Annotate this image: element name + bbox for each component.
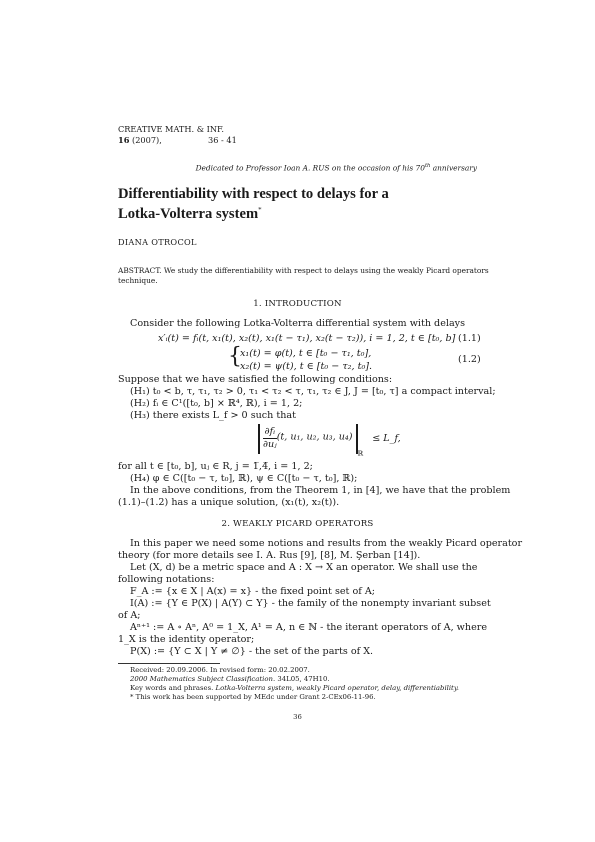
footnote-keywords-label: Key words and phrases.	[130, 684, 214, 692]
hypothesis-h4: (H₄) φ ∈ C([t₀ − τ, t₀], ℝ), ψ ∈ C([t₀ − τ, t₀], ℝ);	[130, 473, 358, 484]
footnote-keywords	[130, 684, 459, 693]
dedication-sup: th	[424, 163, 431, 169]
equation-1-2-number: (1.2)	[458, 354, 481, 365]
hypothesis-h3: (H₃) there exists L_f > 0 such that	[130, 410, 297, 421]
norm-subscript: ℝ	[357, 449, 364, 458]
hypothesis-h1: (H₁) t₀ < b, τ, τ₁, τ₂ > 0, τ₁ < τ₂ < τ, τ₁, τ₂ ∈ J, J = [t₀, τ] a compact interval;	[130, 386, 496, 397]
equation-1-2-b: x₂(t) = ψ(t), t ∈ [t₀ − τ₂, t₀].	[240, 361, 373, 372]
section-heading-introduction: 1. INTRODUCTION	[253, 299, 342, 309]
notation-invariant-subsets-1: I(A) := {Y ∈ P(X) | A(Y) ⊂ Y} - the family of the nonempty invariant subset	[130, 598, 491, 609]
dedication-end: anniversary	[430, 163, 477, 173]
notation-parts: P(X) := {Y ⊂ X | Y ≠ ∅} - the set of the parts of X.	[130, 646, 374, 657]
section2-para1-line2: theory (for more details see I. A. Rus [9], [8], M. Şerban [14]).	[118, 550, 421, 561]
inequality-rhs: ≤ L_f,	[372, 433, 401, 444]
section2-para1-line1: In this paper we need some notions and results from the weakly Picard operator	[130, 538, 523, 549]
equation-1-1: x′ᵢ(t) = fᵢ(t, x₁(t), x₂(t), x₁(t − τ₁), x₂(t − τ₂)), i = 1, 2, t ∈ [t₀, b]	[158, 333, 456, 344]
journal-pages: 36 - 41	[208, 135, 237, 145]
section-heading-weakly-picard: 2. WEAKLY PICARD OPERATORS	[221, 519, 374, 529]
footnote-rule	[118, 663, 220, 664]
hypothesis-h2: (H₂) fᵢ ∈ C¹([t₀, b] × ℝ⁴, ℝ), i = 1, 2;	[130, 398, 303, 409]
abstract-line-1: We study the differentiability with respect to delays using the weakly Picard operators	[163, 266, 489, 275]
journal-name: CREATIVE MATH. & INF.	[118, 124, 225, 134]
norm-bars	[258, 424, 358, 454]
intro-sentence: Consider the following Lotka-Volterra differential system with delays	[130, 318, 466, 329]
title-footnote-mark: *	[258, 206, 262, 214]
notation-iterant-1: Aⁿ⁺¹ := A ∘ Aⁿ, A⁰ = 1_X, A¹ = A, n ∈ ℕ - the iterant operators of A, where	[130, 622, 488, 633]
abstract	[118, 266, 489, 276]
notation-invariant-subsets-2: of A;	[118, 610, 141, 621]
footnote-keywords-list: Lotka-Volterra system, weakly Picard operator, delay, differentiability.	[213, 684, 459, 692]
footnote-support: * This work has been supported by MEdc under Grant 2-CEx06-11-96.	[130, 693, 376, 701]
footnote-msc-codes: 34L05, 47H10.	[275, 675, 330, 683]
footnote-received: Received: 20.09.2006. In revised form: 20.02.2007.	[130, 666, 310, 674]
conclusion-line-2: (1.1)–(1.2) has a unique solution, (x₁(t), x₂(t)).	[118, 497, 340, 508]
journal-year: (2007),	[132, 135, 162, 145]
dedication-text: Dedicated to Professor Ioan A. RUS on the occasion of his 70	[195, 163, 425, 173]
footnote-msc	[130, 675, 330, 684]
partial-derivative-fraction	[263, 426, 277, 451]
notation-iterant-2: 1_X is the identity operator;	[118, 634, 255, 645]
conclusion-line-1: In the above conditions, from the Theorem 1, in [4], we have that the problem	[130, 485, 511, 496]
paper-title-line-2	[118, 202, 262, 222]
left-brace: {	[228, 344, 242, 369]
function-arguments: (t, u₁, u₂, u₃, u₄)	[276, 431, 353, 443]
abstract-label: ABSTRACT.	[118, 266, 162, 275]
journal-volume: 16	[118, 135, 130, 145]
section2-para2-line2: following notations:	[118, 574, 215, 585]
notation-fixed-point-set: F_A := {x ∈ X | A(x) = x} - the fixed point set of A;	[130, 586, 375, 597]
paper-title-line-1: Differentiability with respect to delays for a	[118, 186, 389, 202]
abstract-line-2: technique.	[118, 276, 158, 285]
author-name: DIANA OTROCOL	[118, 237, 197, 247]
journal-volume-line	[118, 135, 162, 145]
equation-1-2-a: x₁(t) = φ(t), t ∈ [t₀ − τ₁, t₀],	[240, 348, 372, 359]
page-number: 36	[293, 713, 302, 721]
paper-title-text-2: Lotka-Volterra system	[118, 205, 259, 222]
lipschitz-inequality	[258, 424, 401, 456]
dedication	[196, 163, 477, 172]
section2-para2-line1: Let (X, d) be a metric space and A : X → X an operator. We shall use the	[130, 562, 478, 573]
equation-1-1-number: (1.1)	[458, 333, 481, 344]
suppose-text: Suppose that we have satisfied the following conditions:	[118, 374, 393, 385]
fraction-denominator: ∂uⱼ	[263, 439, 277, 450]
forall-condition: for all t ∈ [t₀, b], uⱼ ∈ R, j = 1̅,4̅, i = 1, 2;	[118, 461, 313, 472]
footnote-msc-label: 2000 Mathematics Subject Classification.	[130, 675, 276, 683]
fraction-numerator: ∂fᵢ	[264, 426, 276, 437]
